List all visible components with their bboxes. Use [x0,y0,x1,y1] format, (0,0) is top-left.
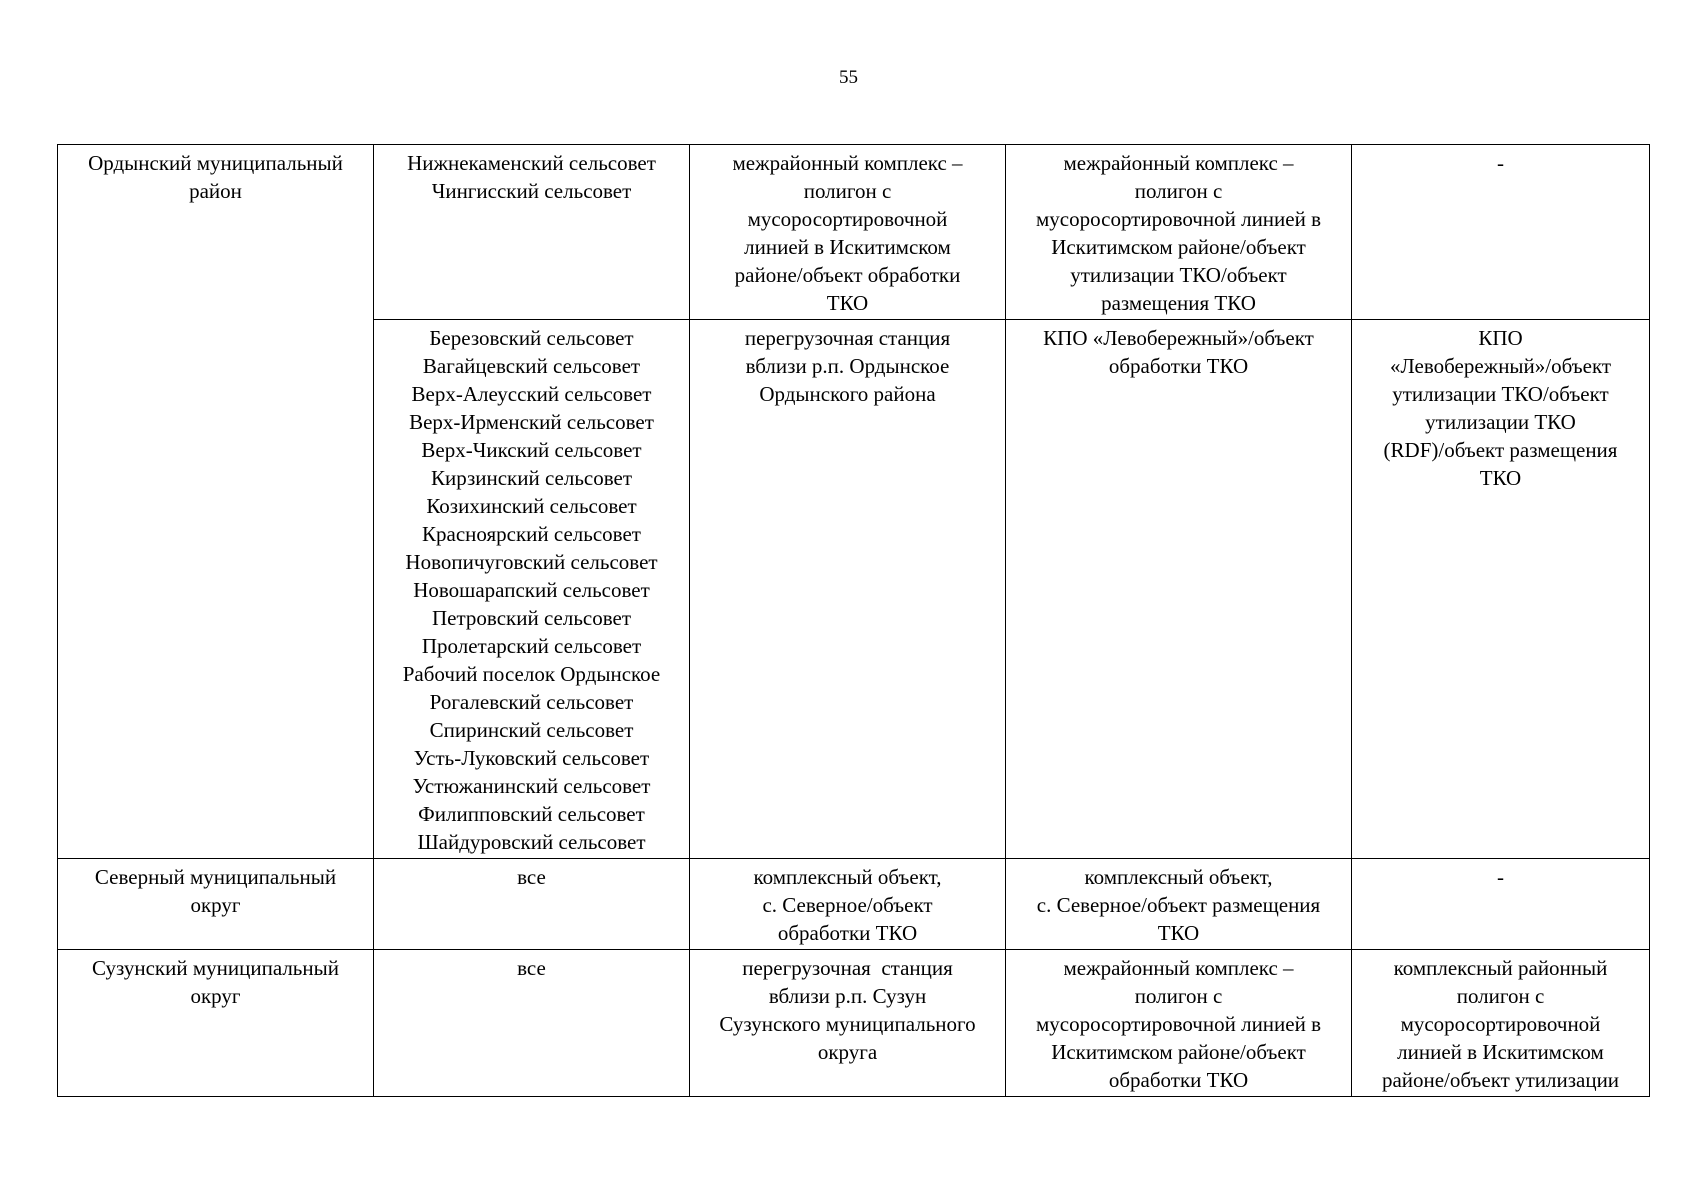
disposal-object-cell [1006,320,1352,859]
cell-line: мусоросортировочной [747,207,948,231]
cell-line: КПО [1478,326,1523,350]
page-number: 55 [839,67,858,88]
cell-line: утилизации ТКО/объект [1070,263,1287,287]
disposal-object-cell [1006,950,1352,1097]
district-cell [58,859,374,950]
cell-line: ТКО [1479,466,1522,490]
cell-line: мусоросортировочной линией в [1035,207,1322,231]
cell-line: Петровский сельсовет [431,606,632,630]
cell-line: КПО «Левобережный»/объект [1043,326,1314,350]
cell-line: Северный муниципальный [94,865,337,889]
cell-line: мусоросортировочной [1400,1012,1601,1036]
cell-line: Рогалевский сельсовет [429,690,634,714]
cell-line: ТКО [826,291,869,315]
cell-line: Рабочий поселок Ордынское [402,662,661,686]
cell-line: перегрузочная станция [742,956,953,980]
cell-line: округа [817,1040,878,1064]
settlements-cell [374,145,690,320]
waste-routing-table [57,144,1650,1097]
cell-line: вблизи р.п. Сузун [768,984,927,1008]
cell-line: Красноярский сельсовет [422,522,641,546]
utilization-object-cell [1352,320,1650,859]
cell-line: полигон с [1134,179,1223,203]
disposal-object-cell [1006,859,1352,950]
cell-line: Пролетарский сельсовет [421,634,642,658]
cell-line: обработки ТКО [1108,354,1249,378]
cell-line: утилизации ТКО/объект [1392,382,1609,406]
processing-object-cell [690,145,1006,320]
cell-line: все [517,865,546,889]
cell-line: «Левобережный»/объект [1389,354,1612,378]
cell-line: Верх-Алеусский сельсовет [411,382,652,406]
cell-line: Филипповский сельсовет [418,802,645,826]
cell-line: Сузунский муниципальный [92,956,339,980]
cell-line: - [1497,865,1504,889]
cell-line: перегрузочная станция [744,326,951,350]
cell-line: с. Северное/объект [762,893,933,917]
cell-line: районе/объект утилизации [1381,1068,1620,1092]
cell-line: мусоросортировочной линией в [1035,1012,1322,1036]
cell-line: комплексный районный [1393,956,1608,980]
cell-line: Козихинский сельсовет [426,494,637,518]
cell-line: линией в Искитимском [744,235,951,259]
table-row [58,859,1650,950]
cell-line: Искитимском районе/объект [1051,235,1306,259]
cell-line: Спиринский сельсовет [429,718,634,742]
cell-line: Шайдуровский сельсовет [417,830,646,854]
cell-line: Чингисский сельсовет [431,179,632,203]
cell-line: районе/объект обработки [734,263,961,287]
district-cell [58,145,374,859]
cell-line: Новошарапский сельсовет [413,578,650,602]
district-cell [58,950,374,1097]
table-row [58,145,1650,320]
cell-line: межрайонный комплекс – [1063,151,1294,175]
settlements-cell [374,950,690,1097]
cell-line: (RDF)/объект размещения [1383,438,1618,462]
table-row [58,950,1650,1097]
disposal-object-cell [1006,145,1352,320]
cell-line: все [517,956,546,980]
cell-line: Ордынский муниципальный [88,151,343,175]
cell-line: с. Северное/объект размещения [1036,893,1321,917]
processing-object-cell [690,859,1006,950]
cell-line: Кирзинский сельсовет [430,466,633,490]
cell-line: линией в Искитимском [1397,1040,1604,1064]
cell-line: межрайонный комплекс – [1063,956,1294,980]
cell-line: утилизации ТКО [1425,410,1576,434]
cell-line: ТКО [1157,921,1200,945]
settlements-cell [374,859,690,950]
cell-line: округ [190,984,241,1008]
cell-line: межрайонный комплекс – [732,151,963,175]
cell-line: Сузунского муниципального [719,1012,976,1036]
cell-line: Нижнекаменский сельсовет [407,151,656,175]
cell-line: Вагайцевский сельсовет [422,354,641,378]
utilization-object-cell [1352,145,1650,320]
cell-line: Искитимском районе/объект [1051,1040,1306,1064]
cell-line: Устюжанинский сельсовет [412,774,651,798]
utilization-object-cell [1352,950,1650,1097]
cell-line: Верх-Ирменский сельсовет [409,410,654,434]
cell-line: Верх-Чикский сельсовет [421,438,642,462]
cell-line: вблизи р.п. Ордынское [745,354,950,378]
cell-line: - [1497,151,1504,175]
utilization-object-cell [1352,859,1650,950]
cell-line: Березовский сельсовет [429,326,634,350]
processing-object-cell [690,950,1006,1097]
cell-line: район [189,179,242,203]
cell-line: Усть-Луковский сельсовет [413,746,650,770]
settlements-cell [374,320,690,859]
cell-line: полигон с [803,179,892,203]
cell-line: округ [190,893,241,917]
cell-line: полигон с [1456,984,1545,1008]
cell-line: комплексный объект, [753,865,942,889]
cell-line: Ордынского района [759,382,936,406]
cell-line: комплексный объект, [1084,865,1273,889]
cell-line: обработки ТКО [1108,1068,1249,1092]
cell-line: обработки ТКО [777,921,918,945]
cell-line: полигон с [1134,984,1223,1008]
cell-line: Новопичуговский сельсовет [405,550,658,574]
cell-line: размещения ТКО [1101,291,1256,315]
processing-object-cell [690,320,1006,859]
